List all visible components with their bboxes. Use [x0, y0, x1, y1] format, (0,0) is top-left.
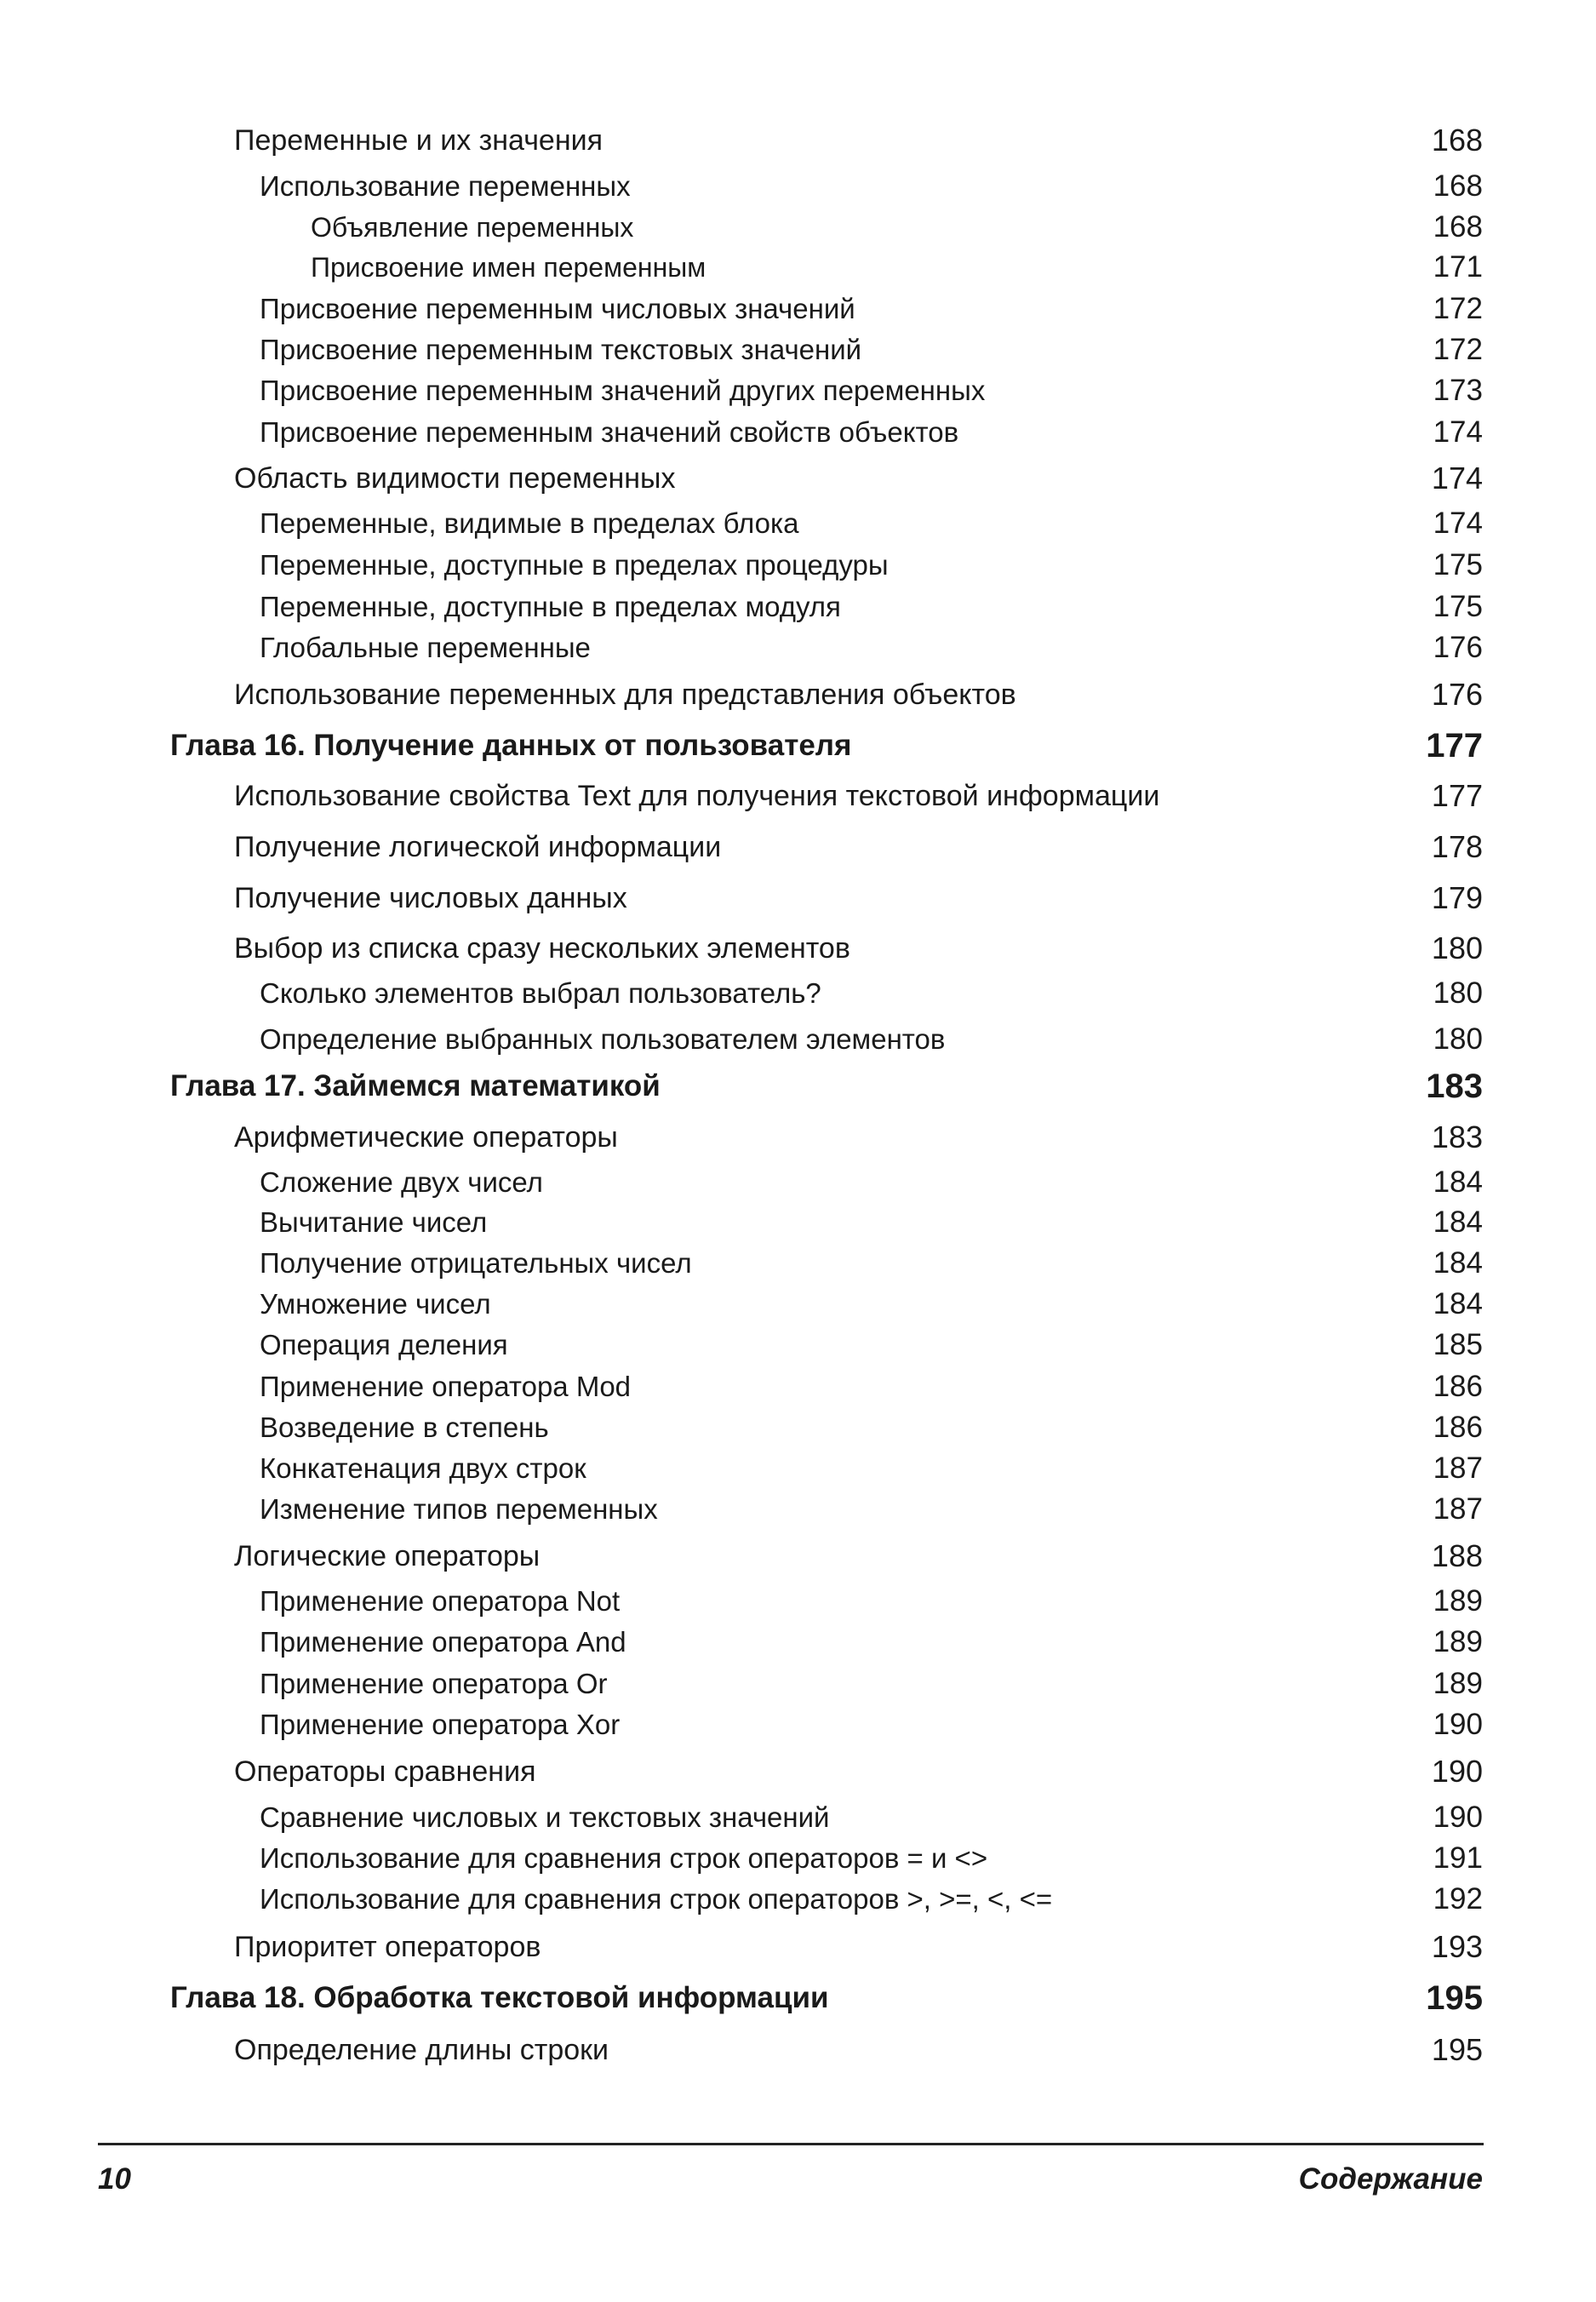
subsection-entry — [0, 1201, 1596, 1244]
subsection-entry — [0, 627, 1596, 669]
toc-entry-title: Глобальные переменные — [260, 632, 591, 663]
toc-entry-page: 187 — [1433, 1452, 1483, 1485]
toc-entry-title: Применение оператора Mod — [260, 1371, 632, 1402]
chapter-entry — [0, 1977, 1596, 2019]
footer-page-number: 10 — [98, 2162, 131, 2196]
toc-entry-page: 179 — [1431, 880, 1483, 915]
toc-entry-page: 192 — [1433, 1882, 1483, 1915]
toc-entry-page: 190 — [1431, 1754, 1483, 1789]
toc-entry-title: Сравнение числовых и текстовых значений — [260, 1801, 830, 1833]
subsection-entry — [0, 1018, 1596, 1061]
subsection-entry — [0, 1406, 1596, 1449]
subsection-entry — [0, 972, 1596, 1015]
toc-entry-title: Область видимости переменных — [234, 462, 676, 495]
toc-entry-page: 184 — [1433, 1205, 1483, 1239]
toc-entry-page: 176 — [1433, 631, 1483, 664]
toc-entry-page: 175 — [1433, 548, 1483, 581]
subsection-entry — [0, 586, 1596, 628]
toc-entry-page: 174 — [1433, 507, 1483, 540]
subsection-entry — [0, 1878, 1596, 1921]
section-entry — [0, 119, 1596, 162]
subsection-entry — [0, 1488, 1596, 1531]
subsection-entry — [0, 1324, 1596, 1366]
toc-entry-page: 171 — [1433, 250, 1483, 283]
toc-entry-page: 174 — [1431, 461, 1483, 495]
toc-entry-title: Глава 16. Получение данных от пользователя — [170, 729, 852, 762]
subsection-entry — [0, 1447, 1596, 1490]
toc-entry-page: 190 — [1433, 1801, 1483, 1834]
toc-entry-page: 184 — [1433, 1287, 1483, 1320]
subsection-entry — [0, 369, 1596, 412]
toc-entry-title: Получение числовых данных — [234, 882, 627, 914]
toc-entry-title: Определение длины строки — [234, 2034, 609, 2066]
subsubsection-entry — [0, 246, 1596, 289]
subsection-entry — [0, 1366, 1596, 1408]
toc-entry-title: Конкатенация двух строк — [260, 1452, 586, 1484]
toc-entry-page: 176 — [1431, 677, 1483, 712]
subsubsection-entry — [0, 206, 1596, 249]
toc-entry-page: 177 — [1426, 727, 1483, 764]
toc-entry-page: 195 — [1426, 1979, 1483, 2017]
section-entry — [0, 775, 1596, 817]
toc-entry-title: Сложение двух чисел — [260, 1166, 543, 1198]
section-entry — [0, 877, 1596, 919]
subsection-entry — [0, 1796, 1596, 1839]
toc-entry-page: 180 — [1433, 976, 1483, 1010]
toc-entry-title: Логические операторы — [234, 1540, 541, 1572]
toc-entry-title: Использование переменных — [260, 170, 631, 202]
toc-entry-page: 193 — [1431, 1929, 1483, 1964]
toc-entry-title: Применение оператора Not — [260, 1585, 621, 1617]
toc-entry-page: 186 — [1433, 1411, 1483, 1444]
toc-entry-page: 172 — [1433, 292, 1483, 325]
toc-entry-title: Операторы сравнения — [234, 1755, 536, 1788]
toc-entry-page: 195 — [1431, 2032, 1483, 2067]
toc-entry-page: 184 — [1433, 1165, 1483, 1199]
toc-entry-title: Определение выбранных пользователем элементов — [260, 1023, 946, 1055]
toc-entry-title: Применение оператора Xor — [260, 1709, 621, 1740]
toc-entry-page: 187 — [1433, 1492, 1483, 1526]
toc-entry-page: 186 — [1433, 1370, 1483, 1403]
toc-entry-page: 183 — [1426, 1068, 1483, 1105]
toc-entry-title: Переменные, доступные в пределах процедуры — [260, 549, 889, 581]
section-entry — [0, 457, 1596, 500]
toc-entry-title: Объявление переменных — [311, 212, 634, 243]
section-entry — [0, 2029, 1596, 2071]
toc-entry-page: 184 — [1433, 1246, 1483, 1280]
subsection-entry — [0, 502, 1596, 545]
subsection-entry — [0, 288, 1596, 330]
toc-entry-title: Переменные, доступные в пределах модуля — [260, 591, 841, 622]
toc-entry-title: Применение оператора Or — [260, 1668, 608, 1699]
chapter-entry — [0, 724, 1596, 767]
toc-entry-page: 178 — [1431, 829, 1483, 864]
toc-entry-title: Умножение чисел — [260, 1288, 491, 1320]
subsection-entry — [0, 1704, 1596, 1746]
toc-entry-page: 185 — [1433, 1328, 1483, 1361]
subsection-entry — [0, 544, 1596, 587]
footer-divider — [98, 2143, 1484, 2145]
toc-entry-title: Использование свойства Text для получения текстовой информации — [234, 780, 1160, 812]
section-entry — [0, 1535, 1596, 1578]
toc-entry-page: 175 — [1433, 590, 1483, 623]
toc-entry-title: Получение логической информации — [234, 831, 722, 863]
toc-entry-page: 191 — [1433, 1841, 1483, 1875]
toc-entry-title: Изменение типов переменных — [260, 1493, 658, 1525]
toc-entry-title: Вычитание чисел — [260, 1206, 488, 1238]
toc-entry-title: Присвоение переменным числовых значений — [260, 293, 855, 324]
subsection-entry — [0, 1663, 1596, 1705]
section-entry — [0, 1750, 1596, 1793]
toc-entry-title: Использование переменных для представления объектов — [234, 679, 1016, 711]
section-entry — [0, 927, 1596, 970]
subsection-entry — [0, 411, 1596, 454]
subsection-entry — [0, 1283, 1596, 1326]
toc-entry-title: Глава 17. Займемся математикой — [170, 1069, 661, 1102]
subsection-entry — [0, 1837, 1596, 1880]
toc-entry-title: Присвоение переменным значений свойств объектов — [260, 416, 959, 448]
toc-entry-page: 168 — [1433, 210, 1483, 243]
toc-entry-title: Выбор из списка сразу нескольких элементов — [234, 932, 850, 965]
toc-entry-title: Сколько элементов выбрал пользователь? — [260, 977, 821, 1009]
subsection-entry — [0, 1621, 1596, 1664]
section-entry — [0, 673, 1596, 716]
section-entry — [0, 1926, 1596, 1968]
toc-entry-page: 183 — [1431, 1120, 1483, 1154]
section-entry — [0, 826, 1596, 868]
toc-entry-title: Возведение в степень — [260, 1412, 549, 1443]
toc-entry-title: Операция деления — [260, 1329, 508, 1360]
toc-entry-title: Переменные и их значения — [234, 124, 604, 157]
toc-entry-title: Присвоение имен переменным — [311, 252, 706, 283]
toc-entry-title: Получение отрицательных чисел — [260, 1247, 692, 1279]
toc-entry-title: Арифметические операторы — [234, 1121, 618, 1154]
toc-entry-page: 168 — [1431, 123, 1483, 157]
toc-entry-title: Присвоение переменным значений других переменных — [260, 375, 986, 406]
toc-entry-title: Переменные, видимые в пределах блока — [260, 507, 799, 539]
toc-entry-page: 180 — [1433, 1022, 1483, 1056]
toc-entry-page: 188 — [1431, 1538, 1483, 1573]
toc-entry-page: 177 — [1431, 778, 1483, 813]
toc-entry-title: Присвоение переменным текстовых значений — [260, 334, 862, 365]
toc-entry-page: 189 — [1433, 1625, 1483, 1658]
subsection-entry — [0, 1161, 1596, 1204]
toc-entry-page: 168 — [1433, 169, 1483, 203]
subsection-entry — [0, 329, 1596, 371]
toc-entry-page: 173 — [1433, 374, 1483, 407]
toc-entry-page: 174 — [1433, 415, 1483, 449]
toc-entry-page: 172 — [1433, 333, 1483, 366]
footer-section-title: Содержание — [1298, 2162, 1483, 2196]
toc-entry-title: Применение оператора And — [260, 1626, 626, 1658]
toc-entry-page: 189 — [1433, 1667, 1483, 1700]
toc-entry-title: Использование для сравнения строк операторов >, >=, <, <= — [260, 1883, 1053, 1915]
subsection-entry — [0, 165, 1596, 208]
toc-entry-page: 180 — [1431, 931, 1483, 965]
toc-entry-title: Глава 18. Обработка текстовой информации — [170, 1981, 829, 2014]
section-entry — [0, 1116, 1596, 1159]
toc-entry-page: 190 — [1433, 1708, 1483, 1741]
toc-entry-title: Приоритет операторов — [234, 1931, 541, 1963]
subsection-entry — [0, 1580, 1596, 1623]
subsection-entry — [0, 1242, 1596, 1285]
toc-entry-page: 189 — [1433, 1584, 1483, 1618]
chapter-entry — [0, 1065, 1596, 1108]
toc-entry-title: Использование для сравнения строк операторов = и <> — [260, 1842, 988, 1874]
